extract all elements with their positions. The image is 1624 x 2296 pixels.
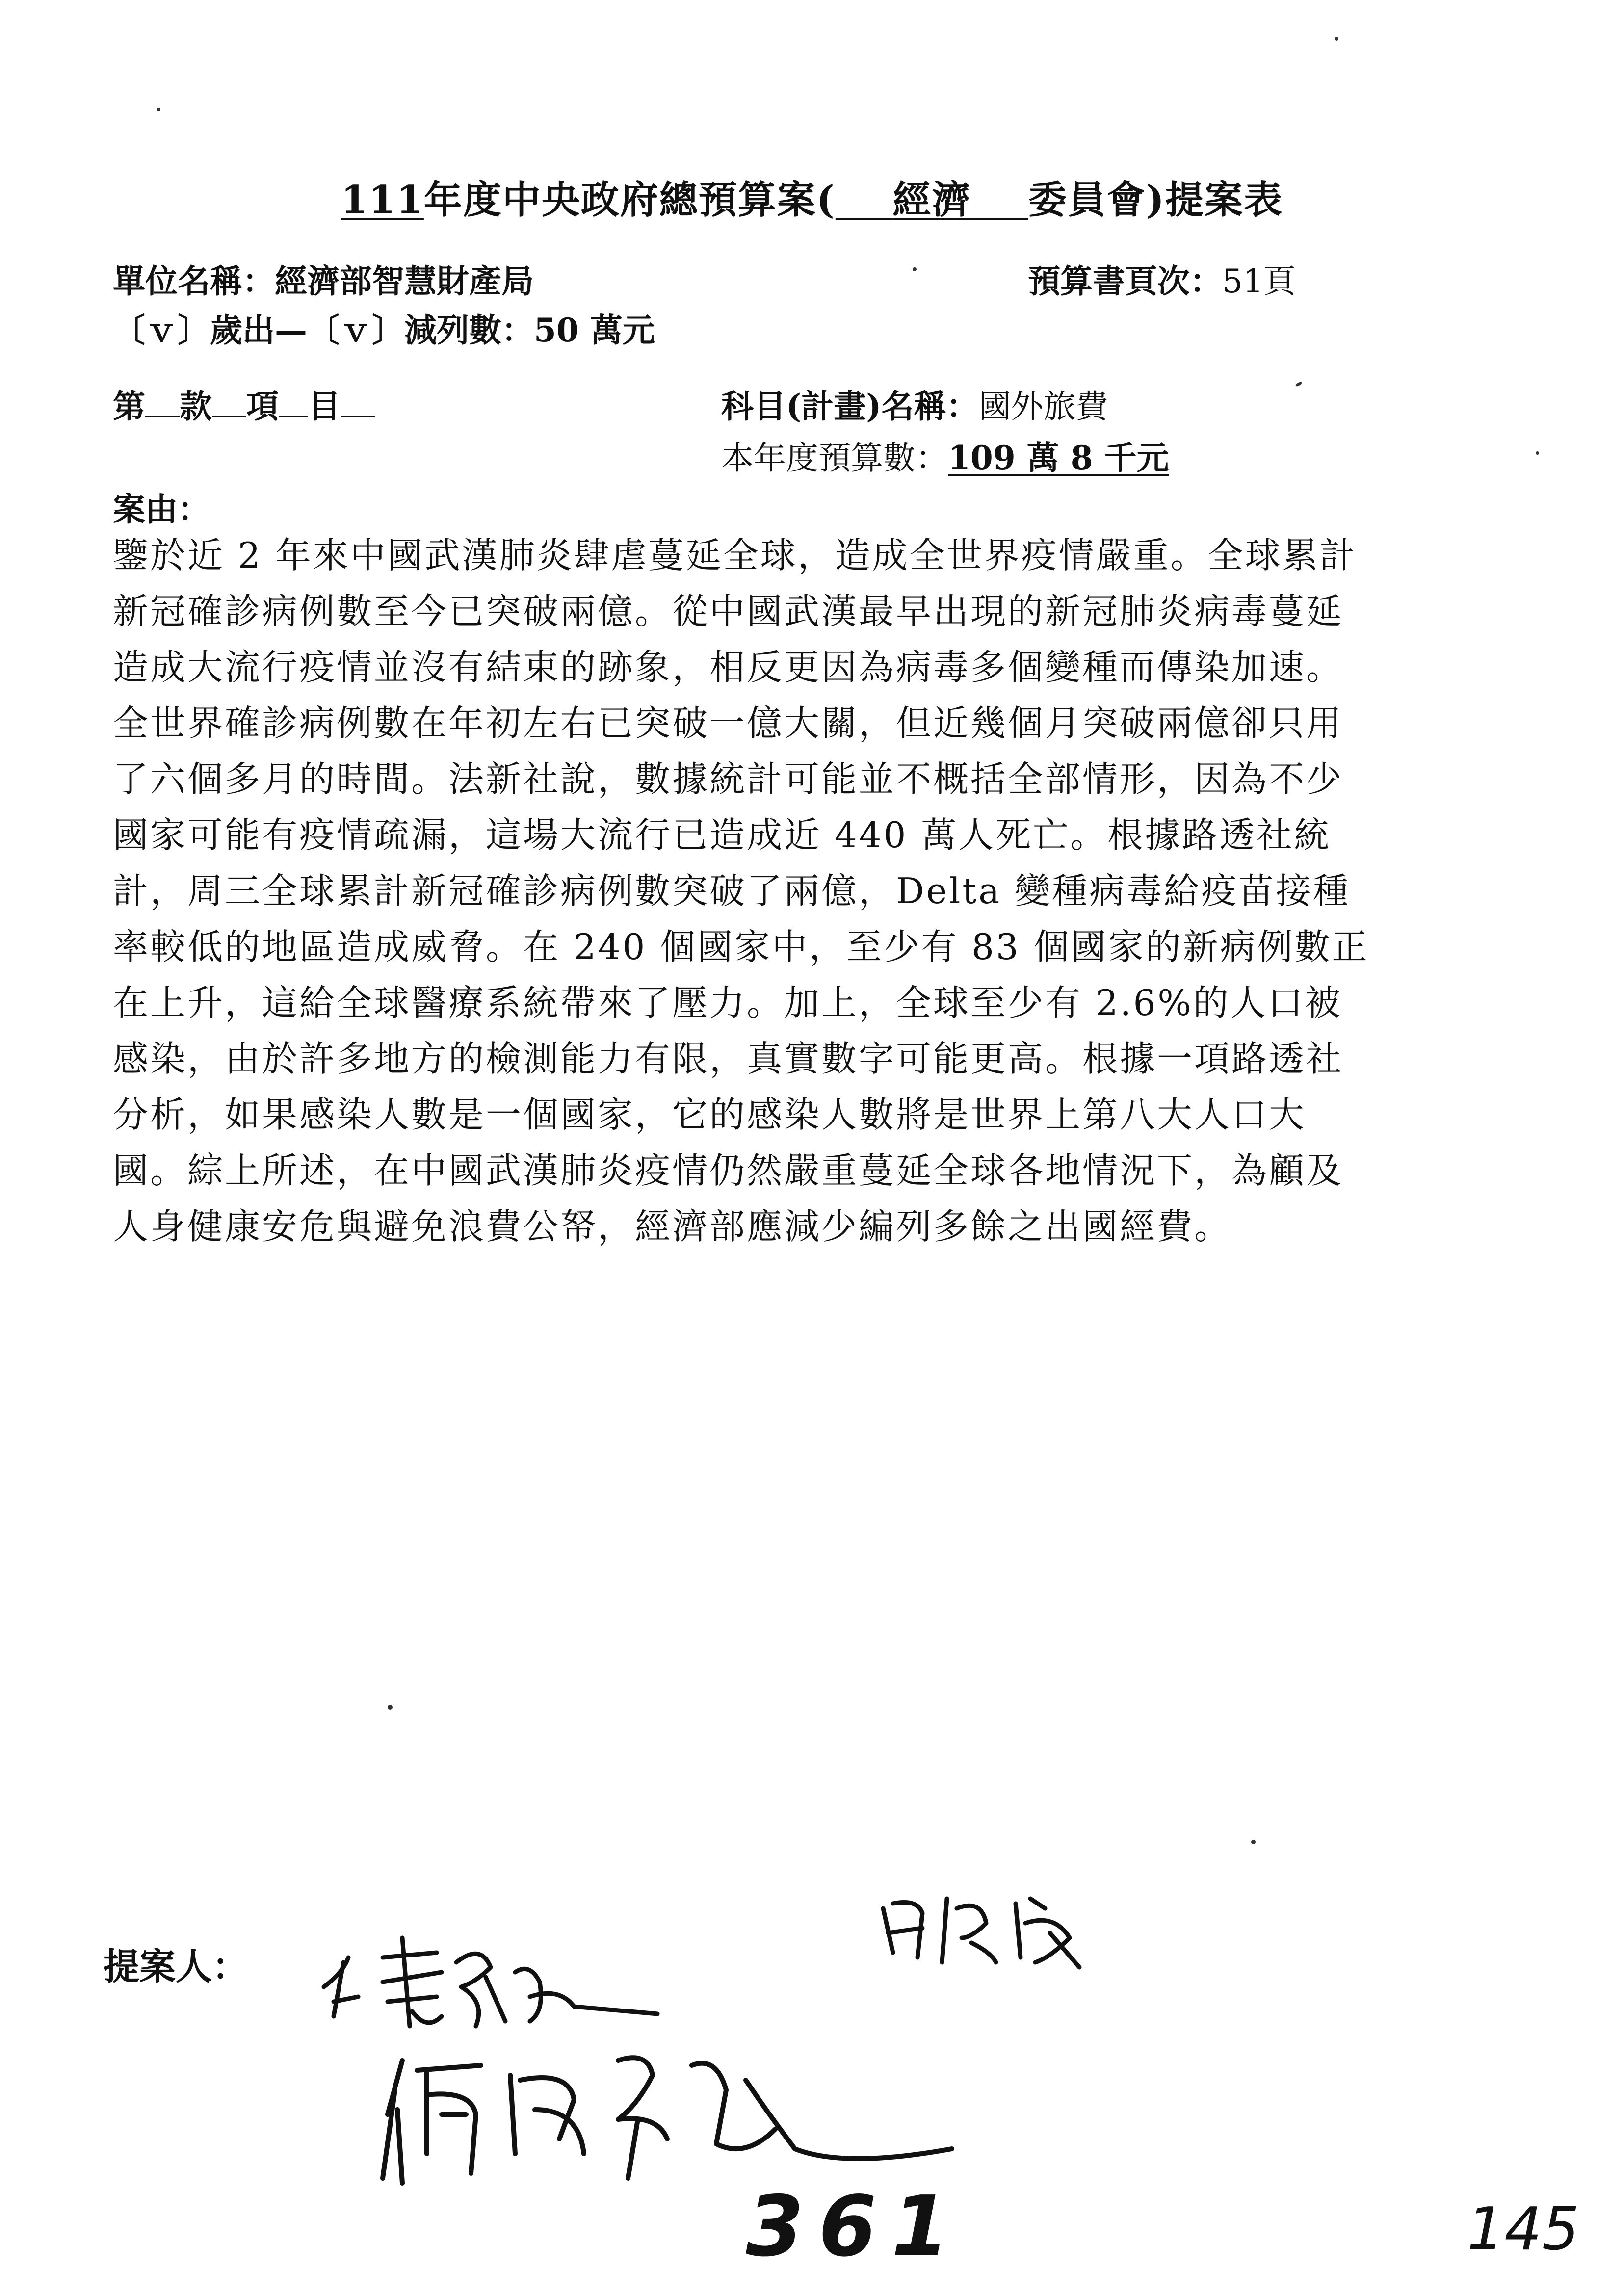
unit-value: 經濟部智慧財產局 — [275, 262, 534, 300]
page-reference — [1028, 255, 1296, 302]
reason-body — [113, 527, 1545, 1254]
section-line — [113, 380, 375, 427]
reason-line: 分析，如果感染人數是一個國家，它的感染人數將是世界上第八大人口大 — [113, 1094, 1307, 1135]
corner-page-number: 145 — [1467, 2195, 1580, 2264]
reason-line: 新冠確診病例數至今已突破兩億。從中國武漢最早出現的新冠肺炎病毒蔓延 — [113, 591, 1344, 632]
committee-name: 經濟 — [892, 178, 971, 222]
subject-value: 國外旅費 — [978, 388, 1108, 425]
title-mid: 年度中央政府總預算案( — [423, 178, 836, 222]
expense-reduction-line: 〔ｖ〕歲出—〔ｖ〕減列數：50 萬元 — [113, 311, 655, 349]
reason-line: 了六個多月的時間。法新社說，數據統計可能並不概括全部情形，因為不少 — [113, 758, 1344, 800]
blank-end — [341, 387, 375, 417]
blank-mu — [279, 387, 308, 417]
page-unit: 頁 — [1263, 262, 1296, 300]
reason-line: 國。綜上所述，在中國武漢肺炎疫情仍然嚴重蔓延全球各地情況下，為顧及 — [113, 1150, 1344, 1191]
proposer-label: 提案人： — [103, 1946, 248, 1988]
scan-speck — [1335, 37, 1338, 41]
budget-label: 本年度預算數： — [721, 439, 948, 477]
scan-speck — [1536, 451, 1539, 455]
reason-line: 鑒於近 2 年來中國武漢肺炎肆虐蔓延全球，造成全世界疫情嚴重。全球累計 — [113, 535, 1357, 576]
scan-speck — [157, 108, 160, 111]
reason-line: 人身健康安危與避免浪費公帑，經濟部應減少編列多餘之出國經費。 — [113, 1206, 1232, 1247]
title-year: 111 — [341, 178, 424, 222]
scan-speck — [1295, 381, 1302, 387]
reason-line: 計，周三全球累計新冠確診病例數突破了兩億，Delta 變種病毒給疫苗接種 — [113, 870, 1351, 912]
budget-value: 109 萬 8 千元 — [948, 439, 1169, 477]
subject-row — [721, 380, 1108, 427]
reason-line: 國家可能有疫情疏漏，這場大流行已造成近 440 萬人死亡。根據路透社統 — [113, 814, 1332, 856]
budget-row — [721, 432, 1169, 478]
signature-2 — [873, 1879, 1104, 1977]
title-end: 委員會)提案表 — [1028, 178, 1283, 222]
reason-line: 全世界確診病例數在年初左右已突破一億大關，但近幾個月突破兩億卻只用 — [113, 703, 1344, 744]
unit-label: 單位名稱： — [113, 262, 275, 300]
scan-speck — [1251, 1840, 1256, 1844]
subject-label: 科目(計畫)名稱： — [721, 387, 979, 425]
title-committee — [836, 178, 1028, 222]
reason-line: 感染，由於許多地方的檢測能力有限，真實數字可能更高。根據一項路透社 — [113, 1038, 1344, 1079]
section-kuan: 款 — [180, 387, 212, 425]
signature-3 — [373, 2031, 962, 2193]
scan-speck — [388, 1705, 393, 1710]
handwritten-number: 361 — [746, 2178, 964, 2275]
reason-label: 案由： — [113, 490, 210, 528]
section-mu: 目 — [308, 387, 341, 425]
unit-row — [113, 255, 534, 302]
section-xiang: 項 — [246, 387, 279, 425]
page-value: 51 — [1222, 262, 1263, 300]
reason-line: 造成大流行疫情並沒有結束的跡象，相反更因為病毒多個變種而傳染加速。 — [113, 647, 1344, 688]
section-prefix: 第 — [113, 387, 145, 425]
blank-kuan — [145, 387, 180, 417]
document-title — [0, 169, 1624, 224]
reason-line: 率較低的地區造成威脅。在 240 個國家中，至少有 83 個國家的新病例數正 — [113, 926, 1369, 967]
page-label: 預算書頁次： — [1028, 262, 1222, 300]
reason-line: 在上升，這給全球醫療系統帶來了壓力。加上，全球至少有 2.6%的人口被 — [113, 982, 1342, 1023]
blank-xiang — [212, 387, 246, 417]
scan-speck — [913, 267, 917, 271]
signature-1 — [314, 1913, 667, 2041]
